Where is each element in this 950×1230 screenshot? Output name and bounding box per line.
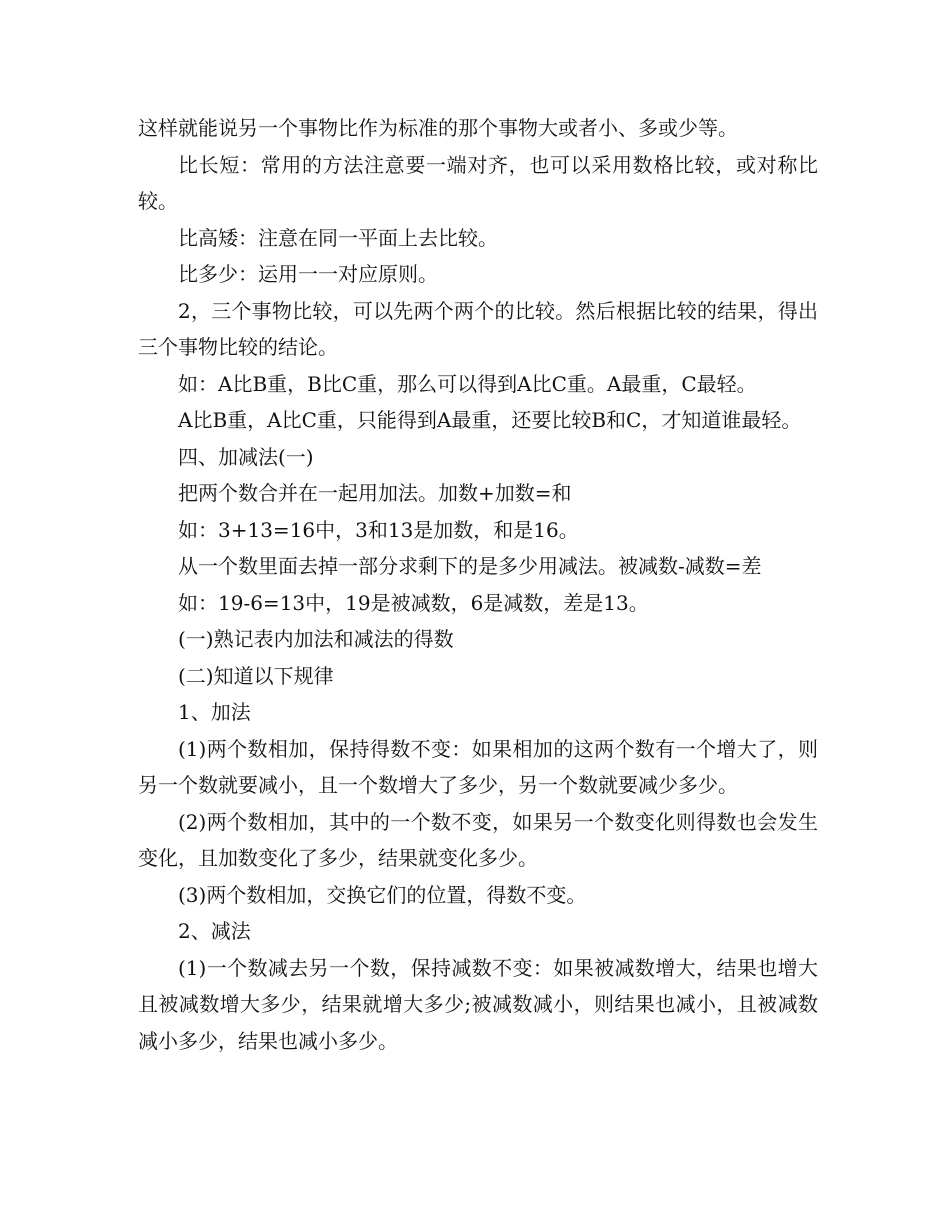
subsection-heading: 2、减法 (178, 919, 251, 943)
paragraph: 如：19-6=13中，19是被减数，6是减数，差是13。 (178, 590, 649, 615)
paragraph: 比多少：运用一一对应原则。 (178, 262, 438, 286)
paragraph: (1)两个数相加，保持得数不变：如果相加的这两个数有一个增大了，则另一个数就要减小，且一个数增大了多少，另一个数就要减少多少。 (138, 736, 818, 797)
subsection-heading: 1、加法 (178, 700, 251, 724)
paragraph: (3)两个数相加，交换它们的位置，得数不变。 (178, 882, 587, 907)
subsection-heading: (一)熟记表内加法和减法的得数 (178, 627, 454, 651)
paragraph: 从一个数里面去掉一部分求剩下的是多少用减法。被减数-减数=差 (178, 554, 762, 578)
paragraph: 比高矮：注意在同一平面上去比较。 (178, 225, 498, 250)
document-body (138, 110, 818, 1059)
paragraph: 如：A比B重，B比C重，那么可以得到A比C重。A最重，C最轻。 (178, 371, 757, 396)
section-heading: 四、加减法(一) (178, 444, 314, 469)
paragraph: 如：3+13=16中，3和13是加数，和是16。 (178, 517, 579, 542)
paragraph: 这样就能说另一个事物比作为标准的那个事物大或者小、多或少等。 (138, 116, 738, 140)
subsection-heading: (二)知道以下规律 (178, 663, 334, 688)
paragraph: 把两个数合并在一起用加法。加数+加数=和 (178, 481, 572, 505)
paragraph: 比长短：常用的方法注意要一端对齐，也可以采用数格比较，或对称比较。 (138, 152, 818, 213)
paragraph: A比B重，A比C重，只能得到A最重，还要比较B和C，才知道谁最轻。 (178, 408, 802, 432)
paragraph: 2，三个事物比较，可以先两个两个的比较。然后根据比较的结果，得出三个事物比较的结论。 (138, 298, 818, 359)
paragraph: (2)两个数相加，其中的一个数不变，如果另一个数变化则得数也会发生变化，且加数变化了多少，结果就变化多少。 (138, 809, 818, 870)
paragraph: (1)一个数减去另一个数，保持减数不变：如果被减数增大，结果也增大且被减数增大多少，结果就增大多少;被减数减小，则结果也减小，且被减数减小多少，结果也减小多少。 (138, 955, 818, 1053)
